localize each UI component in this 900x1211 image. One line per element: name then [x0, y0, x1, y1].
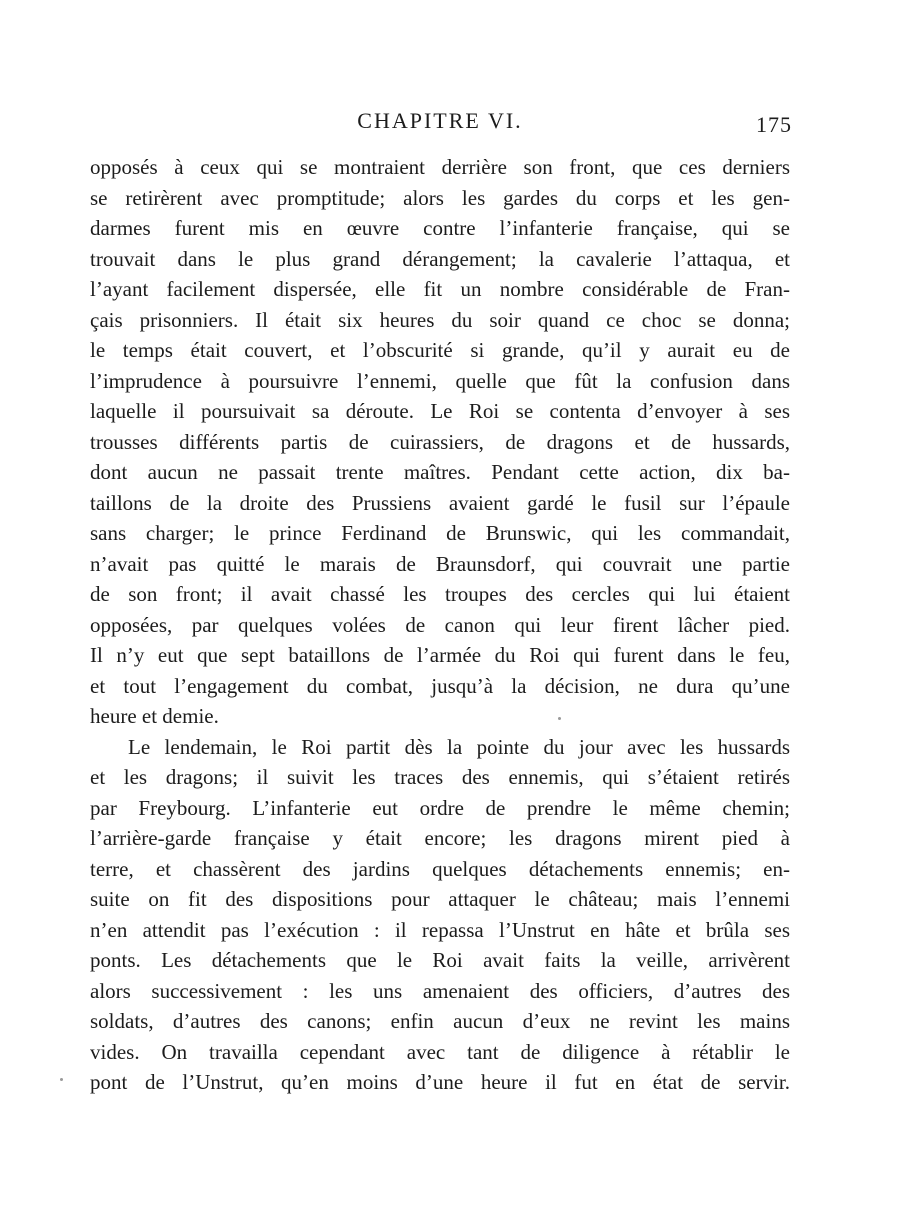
- text-line: terre, et chassèrent des jardins quelques détachements ennemis; en-: [90, 856, 790, 881]
- text-line: trousses différents partis de cuirassiers, de dragons et de hussards,: [90, 429, 790, 454]
- paragraph-1: [90, 152, 790, 732]
- text-line: çais prisonniers. Il était six heures du soir quand ce choc se donna;: [90, 307, 790, 332]
- text-line: de son front; il avait chassé les troupes des cercles qui lui étaient: [90, 582, 790, 606]
- text-line: darmes furent mis en œuvre contre l’infanterie française, qui se: [90, 216, 790, 240]
- text-line: ponts. Les détachements que le Roi avait faits la veille, arrivèrent: [90, 948, 790, 972]
- text-line: Il n’y eut que sept bataillons de l’armée du Roi qui furent dans le feu,: [90, 643, 790, 667]
- text-line: pont de l’Unstrut, qu’en moins d’une heure il fut en état de servir.: [90, 1070, 790, 1094]
- text-line: par Freybourg. L’infanterie eut ordre de prendre le même chemin;: [90, 795, 790, 820]
- text-line: le temps était couvert, et l’obscurité si grande, qu’il y aurait eu de: [90, 338, 790, 362]
- text-line: sans charger; le prince Ferdinand de Brunswic, qui les commandait,: [90, 521, 790, 545]
- paragraph-2: [90, 732, 790, 1098]
- text-line: opposés à ceux qui se montraient derrière son front, que ces derniers: [90, 155, 790, 179]
- text-line: se retirèrent avec promptitude; alors les gardes du corps et les gen-: [90, 185, 790, 210]
- text-line: Le lendemain, le Roi partit dès la pointe du jour avec les hussards: [128, 734, 790, 759]
- ink-speck: [60, 1078, 63, 1081]
- text-line: n’avait pas quitté le marais de Braunsdorf, qui couvrait une partie: [90, 551, 790, 576]
- text-line: l’imprudence à poursuivre l’ennemi, quelle que fût la confusion dans: [90, 368, 790, 393]
- text-line: et les dragons; il suivit les traces des ennemis, qui s’étaient retirés: [90, 765, 790, 789]
- chapter-title: CHAPITRE VI.: [357, 108, 523, 133]
- text-line: heure et demie.: [90, 704, 219, 728]
- text-line: opposées, par quelques volées de canon qui leur firent lâcher pied.: [90, 612, 790, 637]
- body-text: [90, 152, 790, 1098]
- text-line: dont aucun ne passait trente maîtres. Pendant cette action, dix ba-: [90, 460, 790, 484]
- text-line: suite on fit des dispositions pour attaquer le château; mais l’ennemi: [90, 887, 790, 911]
- text-line: soldats, d’autres des canons; enfin aucun d’eux ne revint les mains: [90, 1009, 790, 1033]
- text-line: trouvait dans le plus grand dérangement; la cavalerie l’attaqua, et: [90, 246, 790, 271]
- running-head: [90, 108, 790, 142]
- text-line: alors successivement : les uns amenaient des officiers, d’autres des: [90, 978, 790, 1003]
- text-line: taillons de la droite des Prussiens avaient gardé le fusil sur l’épaule: [90, 490, 790, 515]
- text-line: l’ayant facilement dispersée, elle fit un nombre considérable de Fran-: [90, 277, 790, 301]
- ink-speck: [558, 717, 561, 720]
- page-number: 175: [756, 112, 792, 137]
- text-line: l’arrière-garde française y était encore; les dragons mirent pied à: [90, 826, 790, 850]
- text-line: vides. On travailla cependant avec tant de diligence à rétablir le: [90, 1039, 790, 1064]
- text-line: n’en attendit pas l’exécution : il repassa l’Unstrut en hâte et brûla ses: [90, 917, 790, 942]
- text-line: et tout l’engagement du combat, jusqu’à la décision, ne dura qu’une: [90, 673, 790, 698]
- text-line: laquelle il poursuivait sa déroute. Le Roi se contenta d’envoyer à ses: [90, 399, 790, 423]
